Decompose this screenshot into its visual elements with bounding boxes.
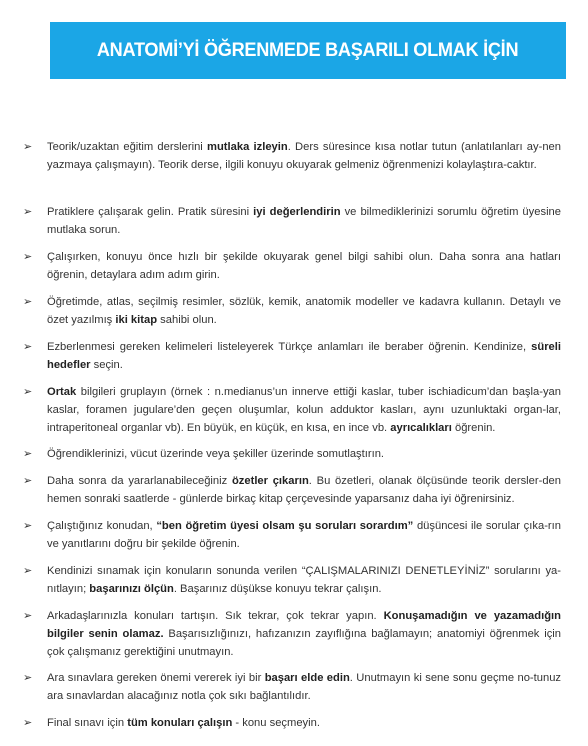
bold-text-span: başarınızı ölçün xyxy=(89,583,174,595)
arrow-bullet-icon: ➢ xyxy=(23,141,33,153)
list-item xyxy=(23,445,561,463)
text-span: Final sınavı için xyxy=(47,717,128,729)
bold-text-span: mutlaka izleyin xyxy=(207,141,288,153)
item-text xyxy=(47,562,561,598)
arrow-bullet-icon: ➢ xyxy=(23,341,33,353)
list-item xyxy=(23,472,561,508)
item-text xyxy=(47,607,561,661)
item-text xyxy=(47,472,561,508)
text-span: sahibi olun. xyxy=(157,314,217,326)
bold-text-span: tüm konuları çalışın xyxy=(127,717,233,729)
text-span: Daha sonra da yararlanabileceğiniz xyxy=(47,475,232,487)
text-span: Kendinizi sınamak için konuların sonunda verilen “ÇALIŞMALARINIZI DENETLEYİNİZ” sorularını ya-nıtlayın; xyxy=(47,565,561,595)
text-span: - konu seçmeyin. xyxy=(232,717,320,729)
arrow-bullet-icon: ➢ xyxy=(23,448,33,460)
text-span: . Başarınız düşükse konuyu tekrar çalışın. xyxy=(173,583,382,595)
item-text xyxy=(47,338,561,374)
list-item xyxy=(23,607,561,661)
bold-text-span: “ben öğretim üyesi olsam şu soruları sorardım” xyxy=(156,520,414,532)
text-span: Arkadaşlarınızla konuları tartışın. Sık tekrar, çok tekrar yapın. xyxy=(47,610,384,622)
arrow-bullet-icon: ➢ xyxy=(23,520,33,532)
bold-text-span: başarı elde edin xyxy=(264,672,350,684)
text-span: Çalıştığınız konudan, xyxy=(47,520,157,532)
list-item xyxy=(23,714,561,732)
bold-text-span: özetler çıkarın xyxy=(231,475,309,487)
arrow-bullet-icon: ➢ xyxy=(23,672,33,684)
text-span: . Bu özetleri, olanak ölçüsünde teorik dersler-den hemen sonraki saatlerde - günlerde birkaç kitap çerçevesinde yaparsanız daha iyi öğrenirsiniz. xyxy=(47,475,561,505)
item-text xyxy=(47,714,561,732)
item-text xyxy=(47,203,561,239)
list-item xyxy=(23,669,561,705)
item-text xyxy=(47,517,561,553)
text-span: öğrenin. xyxy=(451,422,496,434)
text-span: Teorik/uzaktan eğitim derslerini xyxy=(47,141,208,153)
item-text xyxy=(47,383,561,437)
text-span: Ara sınavlara gereken önemi vererek iyi bir xyxy=(47,672,265,684)
item-text xyxy=(47,248,561,284)
list-item xyxy=(23,517,561,553)
text-span: Öğretimde, atlas, seçilmiş resimler, sözlük, kemik, anatomik modeller ve kadavra kullanın. Detaylı ve özet yazılmış xyxy=(47,296,561,326)
text-span: seçin. xyxy=(90,359,123,371)
arrow-bullet-icon: ➢ xyxy=(23,610,33,622)
arrow-bullet-icon: ➢ xyxy=(23,296,33,308)
list-item xyxy=(23,383,561,437)
list-item xyxy=(23,138,561,174)
bold-text-span: süreli hedefler xyxy=(47,341,561,371)
arrow-bullet-icon: ➢ xyxy=(23,206,33,218)
bold-text-span: iki kitap xyxy=(115,314,158,326)
text-span: ve bilmediklerinizi sorumlu öğretim üyesine mutlaka sorun. xyxy=(47,206,561,236)
arrow-bullet-icon: ➢ xyxy=(23,251,33,263)
page-title: ANATOMİ’Yİ ÖĞRENMEDE BAŞARILI OLMAK İÇİN xyxy=(97,39,519,61)
bold-text-span: Konuşamadığın ve yazamadığın bilgiler senin olamaz. xyxy=(47,610,561,640)
item-text xyxy=(47,669,561,705)
arrow-bullet-icon: ➢ xyxy=(23,475,33,487)
list-item xyxy=(23,203,561,239)
list-item xyxy=(23,248,561,284)
text-span: . Unutmayın ki sene sonu geçme no-tunuz ara sınavlardan alacağınız notla çok sıkı bağlantılıdır. xyxy=(47,672,562,702)
arrow-bullet-icon: ➢ xyxy=(23,386,33,398)
title-banner xyxy=(50,22,566,79)
text-span: Çalışırken, konuyu önce hızlı bir şekilde okuyarak genel bilgi sahibi olun. Daha sonra ana hatları öğrenin, detaylara adım adım girin. xyxy=(47,251,561,281)
text-span: Öğrendiklerinizi, vücut üzerinde veya şekiller üzerinde somutlaştırın. xyxy=(47,448,385,460)
bold-text-span: ayrıcalıkları xyxy=(390,422,452,434)
arrow-bullet-icon: ➢ xyxy=(23,565,33,577)
item-text xyxy=(47,138,561,174)
item-text xyxy=(47,445,561,463)
text-span: Başarısızlığınızı, hafızanızın zayıflığına bağlamayın; anatomiyi öğrenmek için çok çalışmanız gerektiğini unutmayın. xyxy=(47,628,561,658)
bold-text-span: iyi değerlendirin xyxy=(253,206,341,218)
text-span: Ezberlenmesi gereken kelimeleri listeleyerek Türkçe anlamları ile beraber öğrenin. Kendinize, xyxy=(47,341,532,353)
text-span: düşüncesi ile sorular çıka-rın ve yanıtlarını doğru bir şekilde öğrenin. xyxy=(47,520,561,550)
text-span: bilgileri gruplayın (örnek : n.medianus’un innerve ettiği kaslar, tuber ischiadicum’dan başla-yan kaslar, foramen jugulare’den geçen oluşumlar, kolun adduktor kasları, aynı uzunluktaki organ-lar, intraperitoneal organlar vb). En büyük, en küçük, en kısa, en ince vb. xyxy=(47,386,561,434)
list-item xyxy=(23,338,561,374)
arrow-bullet-icon: ➢ xyxy=(23,717,33,729)
bold-text-span: Ortak xyxy=(47,386,77,398)
text-span: . Ders süresince kısa notlar tutun (anlatılanları ay-nen yazmaya çalışmayın). Teorik derse, ilgili konuyu okuyarak gelmeniz öğrenmenizi kolaylaştıra-caktır. xyxy=(47,141,561,171)
text-span: Pratiklere çalışarak gelin. Pratik süresini xyxy=(47,206,254,218)
list-item xyxy=(23,293,561,329)
list-item xyxy=(23,562,561,598)
item-text xyxy=(47,293,561,329)
